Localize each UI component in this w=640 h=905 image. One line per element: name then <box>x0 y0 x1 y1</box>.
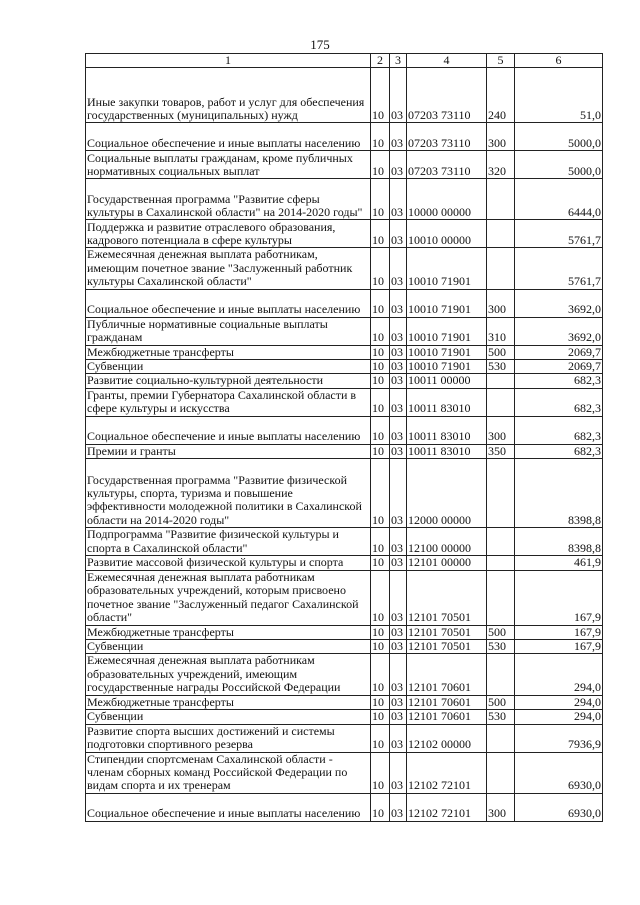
target-article-cell: 12101 70501 <box>407 640 487 654</box>
target-article-cell: 12101 00000 <box>407 556 487 570</box>
row-name-cell: Субвенции <box>86 360 371 374</box>
target-article-cell: 10011 83010 <box>407 416 487 444</box>
row-name-cell: Ежемесячная денежная выплата работникам образовательных учреждений, имеющим государственные награды Российской Федерации <box>86 654 371 695</box>
row-name-cell: Социальное обеспечение и иные выплаты населению <box>86 793 371 821</box>
section-code-cell: 10 <box>371 752 390 793</box>
table-row <box>86 793 603 821</box>
column-header: 2 <box>371 54 390 68</box>
table-row <box>86 220 603 248</box>
subsection-code-cell: 03 <box>390 654 407 695</box>
table-row <box>86 570 603 625</box>
subsection-code-cell: 03 <box>390 640 407 654</box>
target-article-cell: 07203 73110 <box>407 151 487 179</box>
section-code-cell: 10 <box>371 123 390 151</box>
subsection-code-cell: 03 <box>390 459 407 528</box>
row-name-cell: Иные закупки товаров, работ и услуг для обеспечения государственных (муниципальных) нужд <box>86 68 371 123</box>
table-row <box>86 68 603 123</box>
section-code-cell: 10 <box>371 640 390 654</box>
row-name-cell: Ежемесячная денежная выплата работникам, имеющим почетное звание "Заслуженный работник культуры Сахалинской области" <box>86 248 371 289</box>
target-article-cell: 12100 00000 <box>407 528 487 556</box>
section-code-cell: 10 <box>371 374 390 388</box>
section-code-cell: 10 <box>371 388 390 416</box>
subsection-code-cell: 03 <box>390 123 407 151</box>
row-name-cell: Развитие социально-культурной деятельности <box>86 374 371 388</box>
row-name-cell: Подпрограмма "Развитие физической культуры и спорта в Сахалинской области" <box>86 528 371 556</box>
expense-type-cell: 350 <box>487 444 515 458</box>
amount-cell: 7936,9 <box>515 724 603 752</box>
target-article-cell: 12101 70501 <box>407 570 487 625</box>
expense-type-cell <box>487 388 515 416</box>
table-row <box>86 724 603 752</box>
target-article-cell: 10011 83010 <box>407 444 487 458</box>
target-article-cell: 12101 70501 <box>407 625 487 639</box>
table-row <box>86 123 603 151</box>
target-article-cell: 07203 73110 <box>407 68 487 123</box>
expense-type-cell: 530 <box>487 360 515 374</box>
expense-type-cell: 530 <box>487 640 515 654</box>
subsection-code-cell: 03 <box>390 345 407 359</box>
subsection-code-cell: 03 <box>390 388 407 416</box>
amount-cell: 294,0 <box>515 695 603 709</box>
target-article-cell: 12101 70601 <box>407 695 487 709</box>
amount-cell: 6930,0 <box>515 793 603 821</box>
subsection-code-cell: 03 <box>390 151 407 179</box>
row-name-cell: Стипендии спортсменам Сахалинской области - членам сборных команд Российской Федерации по видам спорта и их тренерам <box>86 752 371 793</box>
section-code-cell: 10 <box>371 345 390 359</box>
expense-type-cell <box>487 528 515 556</box>
section-code-cell: 10 <box>371 416 390 444</box>
amount-cell: 682,3 <box>515 416 603 444</box>
table-row <box>86 248 603 289</box>
amount-cell: 2069,7 <box>515 360 603 374</box>
subsection-code-cell: 03 <box>390 68 407 123</box>
subsection-code-cell: 03 <box>390 179 407 220</box>
amount-cell: 5000,0 <box>515 151 603 179</box>
amount-cell: 6930,0 <box>515 752 603 793</box>
target-article-cell: 10011 00000 <box>407 374 487 388</box>
amount-cell: 8398,8 <box>515 459 603 528</box>
amount-cell: 5761,7 <box>515 248 603 289</box>
row-name-cell: Межбюджетные трансферты <box>86 345 371 359</box>
subsection-code-cell: 03 <box>390 695 407 709</box>
expense-type-cell: 300 <box>487 793 515 821</box>
expense-type-cell <box>487 248 515 289</box>
column-header: 6 <box>515 54 603 68</box>
subsection-code-cell: 03 <box>390 444 407 458</box>
section-code-cell: 10 <box>371 289 390 317</box>
page-number: 175 <box>310 37 330 52</box>
section-code-cell: 10 <box>371 68 390 123</box>
table-row <box>86 752 603 793</box>
row-name-cell: Государственная программа "Развитие физической культуры, спорта, туризма и повышение эффективности молодежной политики в Сахалинской области на 2014-2020 годы" <box>86 459 371 528</box>
target-article-cell: 12102 00000 <box>407 724 487 752</box>
section-code-cell: 10 <box>371 570 390 625</box>
amount-cell: 5761,7 <box>515 220 603 248</box>
expense-type-cell: 500 <box>487 625 515 639</box>
table-row <box>86 179 603 220</box>
target-article-cell: 10010 71901 <box>407 289 487 317</box>
amount-cell: 5000,0 <box>515 123 603 151</box>
row-name-cell: Межбюджетные трансферты <box>86 625 371 639</box>
section-code-cell: 10 <box>371 724 390 752</box>
column-header: 1 <box>86 54 371 68</box>
table-row <box>86 360 603 374</box>
section-code-cell: 10 <box>371 317 390 345</box>
target-article-cell: 12101 70601 <box>407 654 487 695</box>
row-name-cell: Социальное обеспечение и иные выплаты населению <box>86 289 371 317</box>
section-code-cell: 10 <box>371 695 390 709</box>
section-code-cell: 10 <box>371 444 390 458</box>
amount-cell: 2069,7 <box>515 345 603 359</box>
table-row <box>86 388 603 416</box>
row-name-cell: Ежемесячная денежная выплата работникам образовательных учреждений, которым присвоено почетное звание "Заслуженный педагог Сахалинской области" <box>86 570 371 625</box>
expense-type-cell <box>487 654 515 695</box>
table-row <box>86 459 603 528</box>
table-row <box>86 528 603 556</box>
expense-type-cell: 500 <box>487 345 515 359</box>
target-article-cell: 10010 71901 <box>407 360 487 374</box>
table-row <box>86 289 603 317</box>
subsection-code-cell: 03 <box>390 710 407 724</box>
subsection-code-cell: 03 <box>390 793 407 821</box>
amount-cell: 682,3 <box>515 374 603 388</box>
row-name-cell: Социальное обеспечение и иные выплаты населению <box>86 416 371 444</box>
subsection-code-cell: 03 <box>390 248 407 289</box>
subsection-code-cell: 03 <box>390 416 407 444</box>
section-code-cell: 10 <box>371 220 390 248</box>
row-name-cell: Развитие спорта высших достижений и системы подготовки спортивного резерва <box>86 724 371 752</box>
amount-cell: 461,9 <box>515 556 603 570</box>
section-code-cell: 10 <box>371 625 390 639</box>
budget-table <box>85 53 603 822</box>
amount-cell: 167,9 <box>515 570 603 625</box>
amount-cell: 51,0 <box>515 68 603 123</box>
amount-cell: 3692,0 <box>515 317 603 345</box>
expense-type-cell: 500 <box>487 695 515 709</box>
expense-type-cell <box>487 724 515 752</box>
target-article-cell: 12101 70601 <box>407 710 487 724</box>
row-name-cell: Социальное обеспечение и иные выплаты населению <box>86 123 371 151</box>
expense-type-cell: 310 <box>487 317 515 345</box>
section-code-cell: 10 <box>371 556 390 570</box>
row-name-cell: Развитие массовой физической культуры и спорта <box>86 556 371 570</box>
section-code-cell: 10 <box>371 528 390 556</box>
table-row <box>86 695 603 709</box>
target-article-cell: 10010 71901 <box>407 317 487 345</box>
amount-cell: 6444,0 <box>515 179 603 220</box>
amount-cell: 167,9 <box>515 640 603 654</box>
target-article-cell: 07203 73110 <box>407 123 487 151</box>
expense-type-cell: 320 <box>487 151 515 179</box>
expense-type-cell <box>487 179 515 220</box>
target-article-cell: 10000 00000 <box>407 179 487 220</box>
amount-cell: 294,0 <box>515 710 603 724</box>
subsection-code-cell: 03 <box>390 289 407 317</box>
table-row <box>86 416 603 444</box>
row-name-cell: Гранты, премии Губернатора Сахалинской области в сфере культуры и искусства <box>86 388 371 416</box>
expense-type-cell <box>487 459 515 528</box>
subsection-code-cell: 03 <box>390 752 407 793</box>
row-name-cell: Премии и гранты <box>86 444 371 458</box>
expense-type-cell <box>487 570 515 625</box>
subsection-code-cell: 03 <box>390 724 407 752</box>
row-name-cell: Поддержка и развитие отраслевого образования, кадрового потенциала в сфере культуры <box>86 220 371 248</box>
row-name-cell: Субвенции <box>86 710 371 724</box>
amount-cell: 8398,8 <box>515 528 603 556</box>
section-code-cell: 10 <box>371 248 390 289</box>
row-name-cell: Социальные выплаты гражданам, кроме публичных нормативных социальных выплат <box>86 151 371 179</box>
table-row <box>86 654 603 695</box>
section-code-cell: 10 <box>371 793 390 821</box>
expense-type-cell: 300 <box>487 416 515 444</box>
target-article-cell: 12102 72101 <box>407 752 487 793</box>
amount-cell: 682,3 <box>515 388 603 416</box>
amount-cell: 294,0 <box>515 654 603 695</box>
subsection-code-cell: 03 <box>390 570 407 625</box>
table-row <box>86 556 603 570</box>
expense-type-cell: 300 <box>487 289 515 317</box>
table-row <box>86 374 603 388</box>
table-row <box>86 317 603 345</box>
expense-type-cell <box>487 220 515 248</box>
table-row <box>86 640 603 654</box>
subsection-code-cell: 03 <box>390 360 407 374</box>
row-name-cell: Субвенции <box>86 640 371 654</box>
section-code-cell: 10 <box>371 459 390 528</box>
subsection-code-cell: 03 <box>390 625 407 639</box>
column-header: 3 <box>390 54 407 68</box>
amount-cell: 682,3 <box>515 444 603 458</box>
table-header-row <box>86 54 603 68</box>
target-article-cell: 10011 83010 <box>407 388 487 416</box>
section-code-cell: 10 <box>371 360 390 374</box>
expense-type-cell <box>487 374 515 388</box>
subsection-code-cell: 03 <box>390 528 407 556</box>
section-code-cell: 10 <box>371 710 390 724</box>
table-row <box>86 710 603 724</box>
row-name-cell: Публичные нормативные социальные выплаты гражданам <box>86 317 371 345</box>
expense-type-cell: 240 <box>487 68 515 123</box>
column-header: 5 <box>487 54 515 68</box>
row-name-cell: Межбюджетные трансферты <box>86 695 371 709</box>
expense-type-cell <box>487 752 515 793</box>
subsection-code-cell: 03 <box>390 317 407 345</box>
row-name-cell: Государственная программа "Развитие сферы культуры в Сахалинской области" на 2014-2020 годы" <box>86 179 371 220</box>
target-article-cell: 12000 00000 <box>407 459 487 528</box>
amount-cell: 167,9 <box>515 625 603 639</box>
section-code-cell: 10 <box>371 179 390 220</box>
table-row <box>86 151 603 179</box>
expense-type-cell <box>487 556 515 570</box>
subsection-code-cell: 03 <box>390 220 407 248</box>
column-header: 4 <box>407 54 487 68</box>
target-article-cell: 12102 72101 <box>407 793 487 821</box>
section-code-cell: 10 <box>371 151 390 179</box>
table-row <box>86 345 603 359</box>
target-article-cell: 10010 00000 <box>407 220 487 248</box>
section-code-cell: 10 <box>371 654 390 695</box>
expense-type-cell: 300 <box>487 123 515 151</box>
subsection-code-cell: 03 <box>390 556 407 570</box>
target-article-cell: 10010 71901 <box>407 345 487 359</box>
amount-cell: 3692,0 <box>515 289 603 317</box>
table-row <box>86 625 603 639</box>
expense-type-cell: 530 <box>487 710 515 724</box>
table-row <box>86 444 603 458</box>
target-article-cell: 10010 71901 <box>407 248 487 289</box>
subsection-code-cell: 03 <box>390 374 407 388</box>
